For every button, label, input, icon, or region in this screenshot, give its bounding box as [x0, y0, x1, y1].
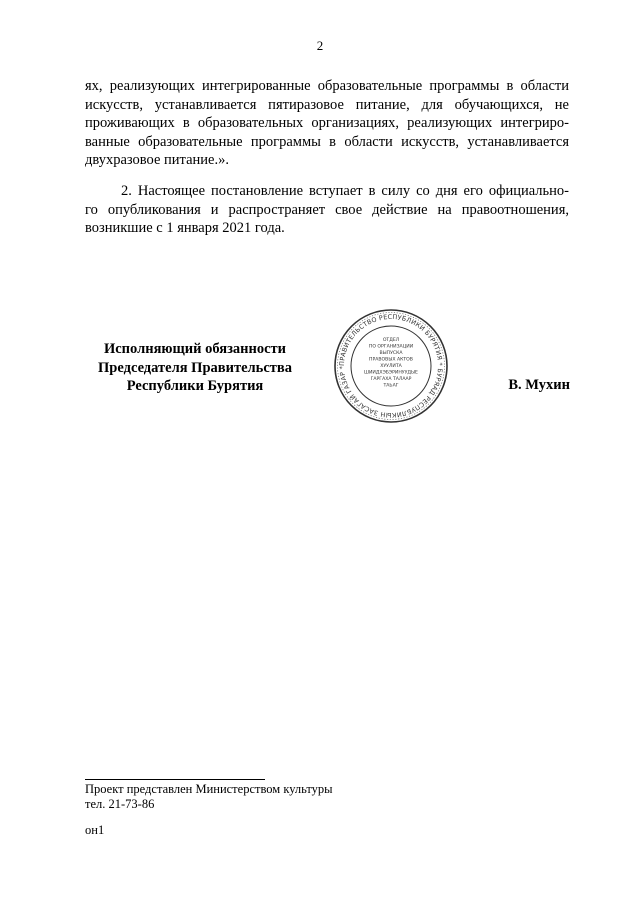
- seal-center-line: ГАРГАХА ТАЛААР: [370, 377, 412, 382]
- text-line: ванные образовательные программы в области искусств, устанавливается: [85, 133, 569, 150]
- text-line: 2. Настоящее постановление вступает в силу со дня его официально-: [121, 183, 569, 199]
- seal-center-line: ПРАВОВЫХ АКТОВ: [369, 357, 413, 363]
- seal-center-line: ОТДЕЛ: [382, 338, 400, 343]
- footer-divider: [85, 779, 265, 780]
- seal-center-text: [364, 337, 418, 389]
- paragraph-continuation: [85, 77, 569, 170]
- footer-phone: тел. 21-73-86: [85, 797, 155, 811]
- signer-title-line: Исполняющий обязанности: [103, 341, 287, 357]
- seal-graphic: [333, 308, 449, 424]
- signer-title: [70, 340, 320, 396]
- footer-contact: [85, 782, 333, 812]
- seal-center-line: ХУУЛИТА: [380, 364, 402, 369]
- seal-center-line: ТАЬАГ: [383, 383, 399, 389]
- signer-name: В. Мухин: [508, 377, 570, 393]
- text-line: го опубликования и распространяет свое действие на правоотношения,: [85, 201, 569, 218]
- seal-center-line: ВЫПУСКА: [379, 351, 403, 356]
- text-line: искусств, устанавливается пятиразовое питание, для обучающихся, не: [85, 96, 569, 113]
- official-seal-stamp: [333, 308, 449, 424]
- seal-center-line: ШИИДХЭБЭРИНУУДЫЕ: [364, 370, 418, 376]
- page-number: 2: [316, 38, 324, 53]
- signer-title-line: Республики Бурятия: [126, 378, 264, 395]
- seal-ring-text: ПРАВИТЕЛЬСТВО РЕСПУБЛИКИ БУРЯТИЯ * БУРЯАД РЕСПУБЛИКЫН ЗАСАГАЙ ГАЗАР *: [337, 312, 445, 420]
- signer-title-line: Председателя Правительства: [98, 359, 292, 376]
- text-line: двухразовое питание.».: [85, 152, 229, 169]
- text-line: возникшие с 1 января 2021 года.: [85, 220, 285, 237]
- seal-center-line: ПО ОРГАНИЗАЦИИ: [368, 344, 414, 350]
- paragraph-effective-date: [85, 182, 569, 238]
- text-line: проживающих в образовательных организациях, реализующих интегриро-: [85, 115, 569, 132]
- footer-submitted-by: Проект представлен Министерством культуры: [85, 782, 333, 796]
- text-line: ях, реализующих интегрированные образовательные программы в области: [85, 78, 569, 94]
- footer-code: он1: [85, 823, 105, 837]
